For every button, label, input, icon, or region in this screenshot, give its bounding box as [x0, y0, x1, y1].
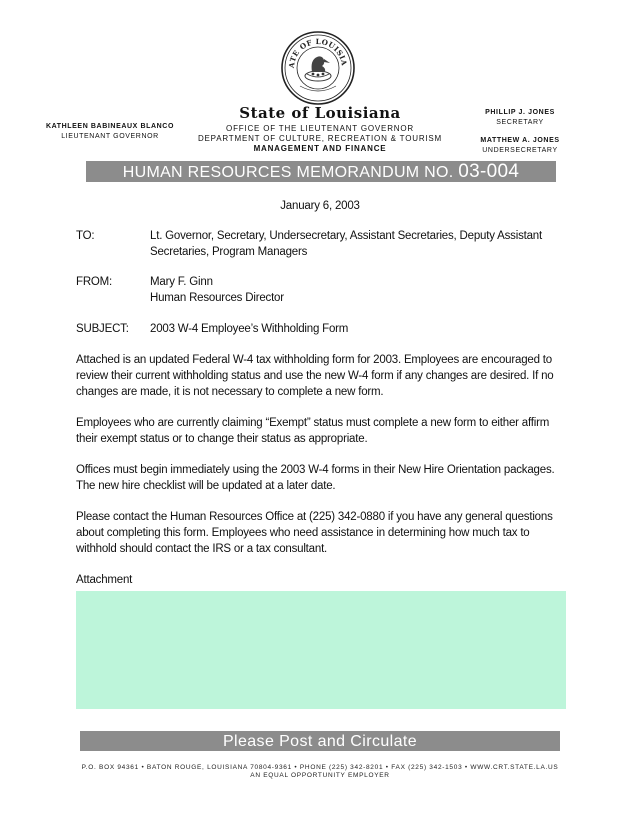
secretaries-block — [470, 108, 570, 156]
footer-eoe: AN EQUAL OPPORTUNITY EMPLOYER — [250, 772, 390, 779]
memo-number: 03-004 — [458, 161, 520, 182]
official-name: PHILLIP J. JONES — [485, 109, 555, 116]
lieutenant-governor-block — [40, 122, 180, 142]
footer-address: P.O. BOX 94361 • BATON ROUGE, LOUISIANA 70804-9361 • PHONE (225) 342-8201 • FAX (225) 342-1503 • WWW.CRT.STATE.LA.US — [81, 764, 559, 771]
official-name: MATTHEW A. JONES — [480, 137, 560, 144]
office-line: DEPARTMENT OF CULTURE, RECREATION & TOURISM — [197, 134, 443, 143]
from-sender — [150, 274, 560, 306]
state-title: State of Louisiana — [239, 104, 401, 122]
memo-banner — [86, 161, 556, 182]
subject-label: SUBJECT: — [76, 323, 129, 335]
official-title: SECRETARY — [496, 119, 544, 126]
to-line: Secretaries, Program Managers — [150, 246, 308, 258]
body-paragraph: Employees who are currently claiming “Exempt” status must complete a new form to either affirm their exempt status or to change their status as appropriate. — [76, 417, 550, 445]
from-title: Human Resources Director — [150, 292, 284, 304]
svg-text:STATE OF LOUISIANA: ATE OF LOUISIA — [286, 36, 349, 69]
from-label: FROM: — [76, 276, 113, 288]
official-title: LIEUTENANT GOVERNOR — [61, 133, 159, 140]
official-title: UNDERSECRETARY — [482, 147, 558, 154]
attachment-label: Attachment — [76, 574, 133, 586]
body-paragraph: Attached is an updated Federal W-4 tax withholding form for 2003. Employees are encouraged to review their current withholding status and use the new W-4 form if any changes are desired. If no changes are made, it is not necessary to complete a new form. — [76, 354, 554, 398]
body-paragraph: Please contact the Human Resources Office at (225) 342-0880 if you have any general questions about completing this form. Employees who need assistance in determining how much tax to withhold should contact the IRS or a tax consultant. — [76, 511, 553, 555]
state-seal — [280, 30, 356, 106]
memo-banner-title: HUMAN RESOURCES MEMORANDUM NO. — [122, 164, 454, 181]
memo-date: January 6, 2003 — [280, 200, 360, 212]
office-line: OFFICE OF THE LIEUTENANT GOVERNOR — [226, 124, 414, 133]
post-circulate-banner: Please Post and Circulate — [80, 731, 560, 751]
attachment-area[interactable] — [76, 591, 566, 709]
subject-text: 2003 W-4 Employee’s Withholding Form — [150, 323, 349, 335]
to-line: Lt. Governor, Secretary, Undersecretary, Assistant Secretaries, Deputy Assistant — [150, 230, 542, 242]
official-name: KATHLEEN BABINEAUX BLANCO — [45, 123, 175, 130]
from-name: Mary F. Ginn — [150, 276, 213, 288]
body-paragraph: Offices must begin immediately using the 2003 W-4 forms in their New Hire Orientation packages. The new hire checklist will be updated at a later date. — [76, 464, 555, 492]
to-label: TO: — [76, 230, 95, 242]
pelican-seal-icon — [280, 30, 356, 106]
office-line: MANAGEMENT AND FINANCE — [253, 144, 387, 153]
to-recipients — [150, 228, 560, 260]
